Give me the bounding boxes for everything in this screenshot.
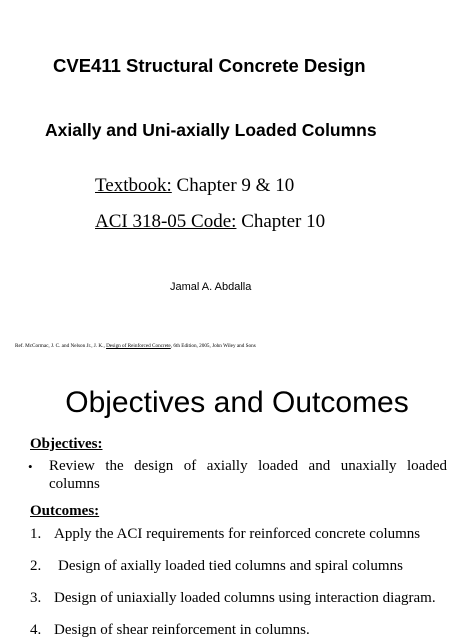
aci-code-label: ACI 318-05 Code: <box>95 211 237 232</box>
outcome-number: 4. <box>30 622 42 638</box>
objectives-heading: Objectives: <box>30 436 103 452</box>
course-title: CVE411 Structural Concrete Design <box>53 55 366 76</box>
reference-suffix: , 6th Edition, 2005, John Wiley and Sons <box>170 343 256 349</box>
textbook-line <box>95 175 294 197</box>
outcome-item <box>30 622 310 639</box>
reference-book-title: Design of Reinforced Concrete <box>106 343 171 349</box>
outcome-text: Apply the ACI requirements for reinforced concrete columns <box>54 526 421 542</box>
outcomes-heading: Outcomes: <box>30 503 100 519</box>
outcome-item <box>30 590 436 607</box>
aci-code-line <box>95 211 325 233</box>
aci-code-value: Chapter 10 <box>236 211 326 232</box>
outcome-text: Design of uniaxially loaded columns using interaction diagram. <box>54 590 436 606</box>
outcome-item <box>30 558 403 575</box>
author-name: Jamal A. Abdalla <box>170 281 252 293</box>
outcome-item <box>30 526 420 543</box>
bullet-icon: • <box>28 459 33 474</box>
textbook-label: Textbook: <box>95 175 172 196</box>
textbook-value: Chapter 9 & 10 <box>171 175 295 196</box>
outcome-number: 3. <box>30 590 42 606</box>
objectives-slide-title: Objectives and Outcomes <box>65 386 409 419</box>
lecture-subtitle: Axially and Uni-axially Loaded Columns <box>45 120 377 140</box>
objective-item: Review the design of axially loaded and unaxially loaded columns <box>49 458 447 492</box>
outcome-number: 1. <box>30 526 42 542</box>
outcome-text: Design of shear reinforcement in columns. <box>54 622 310 638</box>
slide-objectives <box>0 362 474 638</box>
outcome-number: 2. <box>30 558 42 574</box>
reference-note <box>15 343 256 349</box>
outcome-text: Design of axially loaded tied columns and spiral columns <box>58 558 403 574</box>
reference-prefix: Ref. McCormac, J. C. and Nelson Jr., J. K., <box>15 343 107 349</box>
